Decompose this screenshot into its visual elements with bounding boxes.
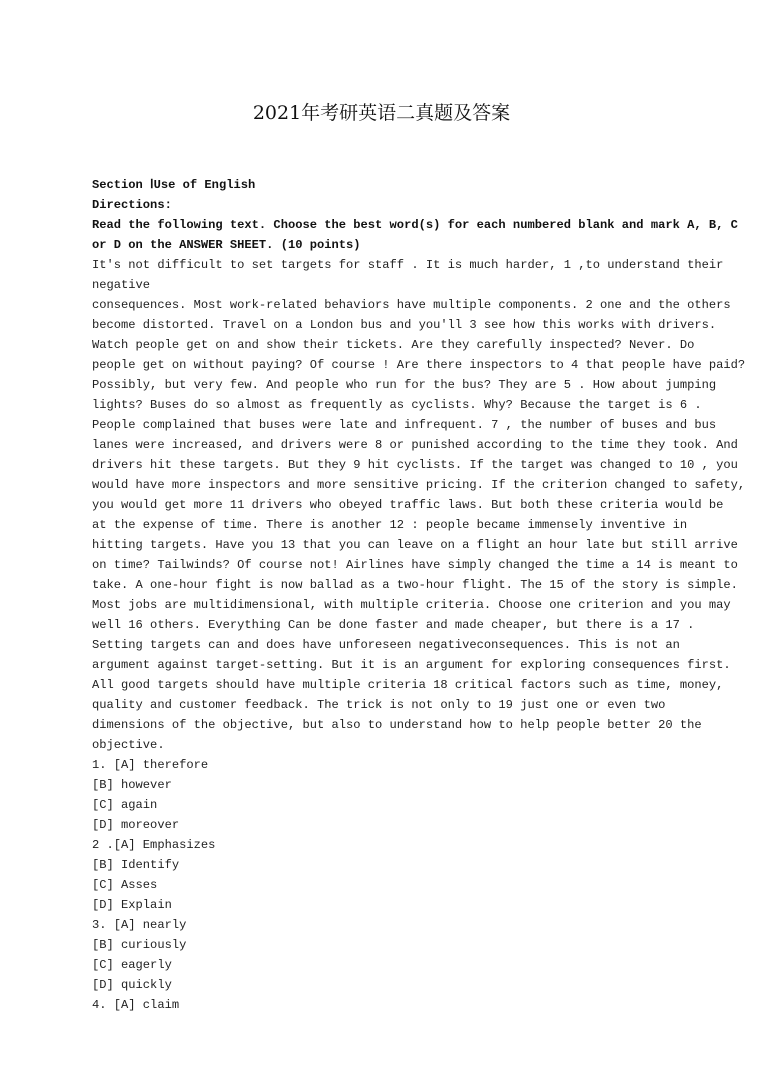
question-option-line: [B] curiously xyxy=(92,938,187,952)
passage-line: well 16 others. Everything Can be done faster and made cheaper, but there is a 17 . xyxy=(92,618,695,632)
question-option-line: [C] Asses xyxy=(92,878,158,892)
document-body xyxy=(92,175,746,1015)
passage-line: people get on without paying? Of course ! Are there inspectors to 4 that people have paid? xyxy=(92,358,746,372)
question-option-line: 3. [A] nearly xyxy=(92,918,187,932)
directions-text-line: Read the following text. Choose the best word(s) for each numbered blank and mark A, B, C xyxy=(92,218,738,232)
question-option-line: 2 .[A] Emphasizes xyxy=(92,838,216,852)
passage-line: lights? Buses do so almost as frequently as cyclists. Why? Because the target is 6 . xyxy=(92,398,702,412)
section-heading: Section ⅠUse of English xyxy=(92,178,256,192)
question-option-line: [C] again xyxy=(92,798,158,812)
question-option-line: 4. [A] claim xyxy=(92,998,180,1012)
passage-line: drivers hit these targets. But they 9 hit cyclists. If the target was changed to 10 , you xyxy=(92,458,738,472)
passage-line: become distorted. Travel on a London bus and you'll 3 see how this works with drivers. xyxy=(92,318,717,332)
passage-line: All good targets should have multiple criteria 18 critical factors such as time, money, xyxy=(92,678,724,692)
passage-line: consequences. Most work-related behaviors have multiple components. 2 one and the others xyxy=(92,298,731,312)
question-option-line: [D] Explain xyxy=(92,898,172,912)
passage-line: would have more inspectors and more sensitive pricing. If the criterion changed to safety, xyxy=(92,478,746,492)
passage-line: hitting targets. Have you 13 that you can leave on a flight an hour late but still arrive xyxy=(92,538,738,552)
question-option-line: [B] however xyxy=(92,778,172,792)
passage-line: objective. xyxy=(92,738,165,752)
directions-label: Directions: xyxy=(92,198,172,212)
passage-line: Setting targets can and does have unforeseen negativeconsequences. This is not an xyxy=(92,638,680,652)
question-option-line: [B] Identify xyxy=(92,858,180,872)
question-option-line: [C] eagerly xyxy=(92,958,172,972)
passage-line: dimensions of the objective, but also to understand how to help people better 20 the xyxy=(92,718,702,732)
passage-line: argument against target-setting. But it is an argument for exploring consequences first. xyxy=(92,658,731,672)
page-title: 2021年考研英语二真题及答案 xyxy=(252,102,511,124)
passage-line: negative xyxy=(92,278,151,292)
passage-line: at the expense of time. There is another 12 : people became immensely inventive in xyxy=(92,518,688,532)
passage-line: Possibly, but very few. And people who run for the bus? They are 5 . How about jumping xyxy=(92,378,717,392)
passage-line: you would get more 11 drivers who obeyed traffic laws. But both these criteria would be xyxy=(92,498,724,512)
passage-line: quality and customer feedback. The trick is not only to 19 just one or even two xyxy=(92,698,666,712)
passage-line: lanes were increased, and drivers were 8 or punished according to the time they took. And xyxy=(92,438,738,452)
passage-line: Watch people get on and show their tickets. Are they carefully inspected? Never. Do xyxy=(92,338,695,352)
passage-line: Most jobs are multidimensional, with multiple criteria. Choose one criterion and you may xyxy=(92,598,731,612)
directions-text-line: or D on the ANSWER SHEET. (10 points) xyxy=(92,238,361,252)
question-option-line: 1. [A] therefore xyxy=(92,758,209,772)
passage-line: It's not difficult to set targets for staff . It is much harder, 1 ,to understand their xyxy=(92,258,724,272)
passage-line: People complained that buses were late and infrequent. 7 , the number of buses and bus xyxy=(92,418,717,432)
question-option-line: [D] quickly xyxy=(92,978,172,992)
question-option-line: [D] moreover xyxy=(92,818,180,832)
passage-line: take. A one-hour fight is now ballad as a two-hour flight. The 15 of the story is simple. xyxy=(92,578,738,592)
passage-line: on time? Tailwinds? Of course not! Airlines have simply changed the time a 14 is meant to xyxy=(92,558,738,572)
